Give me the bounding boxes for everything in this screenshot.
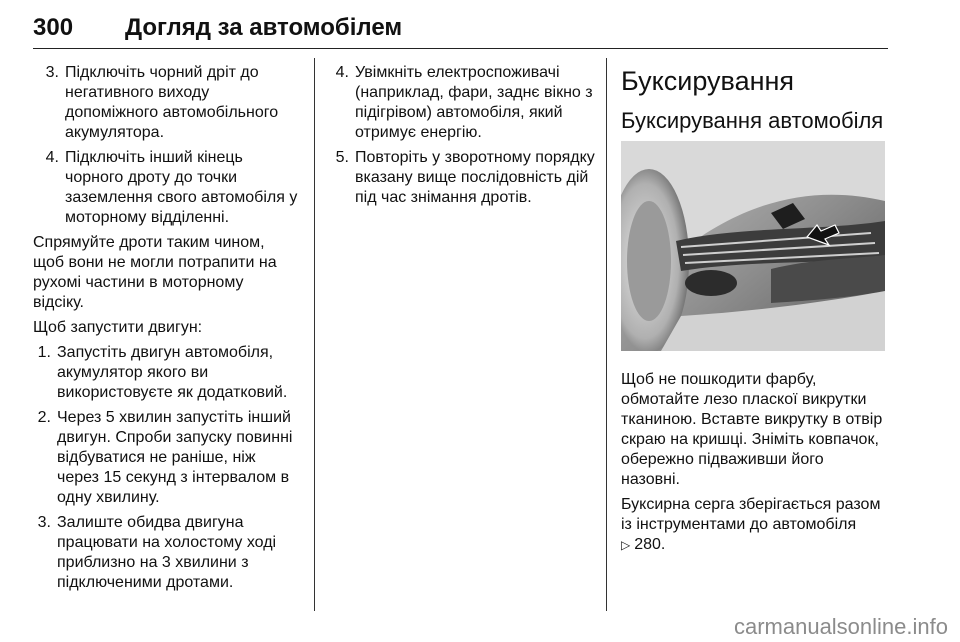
list-item [33, 513, 303, 593]
list-item-number: 3. [45, 64, 59, 81]
page-number: 300 [33, 14, 74, 41]
arrow-reference-icon: ▷ [621, 538, 631, 552]
page-reference-text: 280. [634, 536, 666, 553]
column-3 [621, 63, 891, 555]
section-subheading: Буксирування автомобіля [621, 108, 884, 133]
list-item-text: Підключіть чорний дріт до негативного виходу допоміжного автомобільного акумулятора. [65, 64, 279, 141]
list-item-text: Залиште обидва двигуна працювати на холостому ході приблизно на 3 хвилини з підключеними дротами. [57, 514, 277, 591]
section-heading: Буксирування [621, 66, 795, 96]
list-item-text: Запустіть двигун автомобіля, акумулятор якого ви використовуєте як додатковий. [57, 344, 288, 401]
list-item [33, 408, 303, 508]
list-item-number: 1. [37, 344, 51, 361]
paragraph: Буксирна серга зберігається разом із інструментами до автомобіля [621, 496, 881, 533]
column-2 [331, 63, 599, 213]
watermark: carmanualsonline.info [733, 614, 948, 639]
list-item-number: 3. [37, 514, 51, 531]
column-divider [606, 58, 607, 611]
list-item [331, 63, 599, 143]
list-item-text: Увімкніть електроспоживачі (наприклад, фари, заднє вікно з підігрівом) автомобіля, який отримує енергію. [355, 64, 593, 141]
paragraph: Спрямуйте дроти таким чином, щоб вони не могли потрапити на рухомі частини в моторному відсіку. [33, 234, 277, 311]
towing-cover-photo [621, 141, 885, 351]
list-item [33, 343, 303, 403]
list-item-text: Через 5 хвилин запустіть інший двигун. Спроби запуску повинні відбуватися не раніше, ніж через 15 секунд з інтервалом в одну хвилину. [57, 409, 293, 506]
list-item-text: Підключіть інший кінець чорного дроту до точки заземлення свого автомобіля у моторному відділенні. [65, 149, 298, 226]
list-item-text: Повторіть у зворотному порядку вказану вище послідовність дій під час знімання дротів. [355, 149, 595, 206]
list-item [331, 148, 599, 208]
list-item-number: 4. [45, 149, 59, 166]
column-1 [33, 63, 303, 598]
paragraph: Щоб запустити двигун: [33, 319, 203, 336]
page-reference [621, 535, 891, 555]
list-item-number: 5. [335, 149, 349, 166]
paragraph: Щоб не пошкодити фарбу, обмотайте лезо пласкої викрутки тканиною. Вставте викрутку в отвір скраю на кришці. Зніміть ковпачок, обережно підваживши його назовні. [621, 371, 883, 488]
list-item-number: 4. [335, 64, 349, 81]
page-header [33, 8, 888, 49]
list-item-number: 2. [37, 409, 51, 426]
column-divider [314, 58, 315, 611]
list-item [33, 63, 303, 143]
list-item [33, 148, 303, 228]
page-title: Догляд за автомобілем [125, 14, 403, 41]
